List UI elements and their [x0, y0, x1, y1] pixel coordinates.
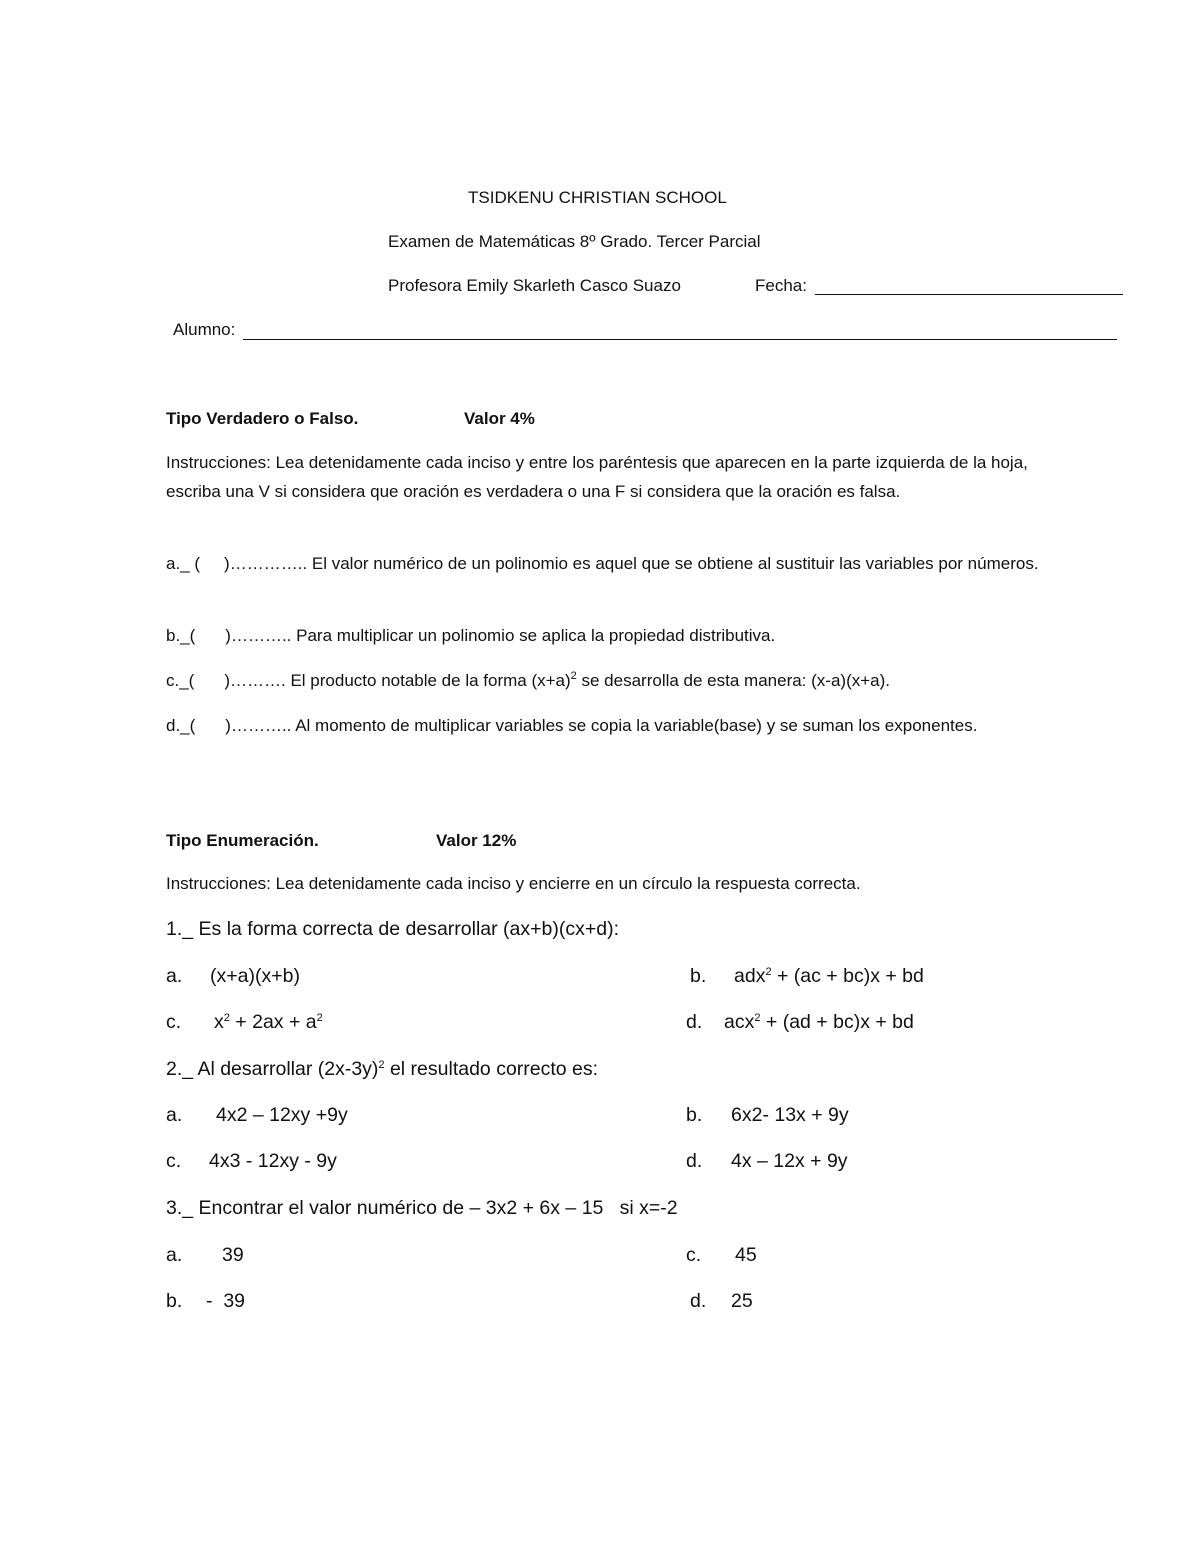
q3-option-a-label: a.	[166, 1244, 183, 1266]
section1-value: Valor 4%	[464, 409, 535, 428]
tf-item-d-text: Al momento de multiplicar variables se copia la variable(base) y se suman los exponentes.	[295, 716, 978, 735]
q3-question: 3._ Encontrar el valor numérico de – 3x2 + 6x – 15 si x=-2	[166, 1197, 678, 1219]
q3-option-d: 25	[731, 1290, 753, 1312]
q1-option-d	[724, 1011, 914, 1034]
q1-option-c-mid: + 2ax + a	[229, 1011, 317, 1033]
student-blank-line	[243, 339, 1117, 340]
q2-question	[166, 1058, 598, 1081]
q1-question: 1._ Es la forma correcta de desarrollar (ax+b)(cx+d):	[166, 918, 620, 940]
tf-item-b-close: )………..	[225, 626, 292, 645]
tf-item-c-text: El producto notable de la forma (x+a)	[290, 671, 571, 690]
q2-question-post: el resultado correcto es:	[384, 1058, 599, 1080]
tf-item-c-text-after: se desarrolla de esta manera: (x-a)(x+a).	[576, 671, 890, 690]
date-label: Fecha:	[755, 276, 807, 295]
tf-item-a-close: )…………..	[224, 554, 308, 573]
tf-item-c	[166, 667, 1046, 696]
q2-option-d-label: d.	[686, 1150, 703, 1172]
teacher-name: Profesora Emily Skarleth Casco Suazo	[388, 276, 681, 295]
q3-option-a: 39	[222, 1244, 244, 1266]
q1-option-b-exponent: 2	[765, 966, 772, 978]
q1-option-a-label: a.	[166, 965, 183, 987]
tf-item-a-prefix: a._ (	[166, 554, 201, 573]
tf-item-d-prefix: d._(	[166, 716, 196, 735]
section2-value: Valor 12%	[436, 831, 517, 850]
q2-option-d: 4x – 12x + 9y	[731, 1150, 848, 1172]
q1-option-b-pre: adx	[734, 965, 766, 987]
q1-option-d-pre: acx	[724, 1011, 755, 1033]
q2-option-a: 4x2 – 12xy +9y	[216, 1104, 348, 1126]
section2-title: Tipo Enumeración.	[166, 831, 319, 850]
tf-item-c-prefix: c._(	[166, 671, 195, 690]
tf-item-c-close: )……….	[224, 671, 286, 690]
tf-item-d-close: )………..	[225, 716, 292, 735]
tf-item-b-prefix: b._(	[166, 626, 196, 645]
q1-option-c	[214, 1011, 323, 1034]
q3-option-b-label: b.	[166, 1290, 183, 1312]
q1-option-c-label: c.	[166, 1011, 182, 1033]
q2-option-b: 6x2- 13x + 9y	[731, 1104, 849, 1126]
q2-option-a-label: a.	[166, 1104, 183, 1126]
section1-instructions: Instrucciones: Lea detenidamente cada inciso y entre los paréntesis que aparecen en la parte izquierda de la hoja, escriba una V si considera que oración es verdadera o una F si considera que la oración es falsa.	[166, 453, 1028, 501]
q1-option-c-exponent-1: 2	[223, 1012, 230, 1024]
q3-option-b: - 39	[206, 1290, 246, 1312]
q2-question-exponent: 2	[378, 1059, 385, 1071]
school-name: TSIDKENU CHRISTIAN SCHOOL	[468, 188, 727, 207]
q1-option-a: (x+a)(x+b)	[210, 965, 300, 987]
date-blank-line	[815, 294, 1123, 295]
tf-item-b-text: Para multiplicar un polinomio se aplica la propiedad distributiva.	[296, 626, 776, 645]
q1-option-b-label: b.	[690, 965, 707, 987]
q1-option-d-exponent: 2	[754, 1012, 761, 1024]
section2-instructions: Instrucciones: Lea detenidamente cada inciso y encierre en un círculo la respuesta correcta.	[166, 874, 861, 893]
q1-option-c-pre: x	[214, 1011, 224, 1033]
q2-question-pre: 2._ Al desarrollar (2x-3y)	[166, 1058, 379, 1080]
section1-title: Tipo Verdadero o Falso.	[166, 409, 359, 428]
q3-option-c: 45	[735, 1244, 757, 1266]
q1-option-b	[734, 965, 924, 988]
tf-item-d	[166, 712, 1046, 741]
q3-option-c-label: c.	[686, 1244, 702, 1266]
q2-option-c: 4x3 - 12xy - 9y	[209, 1150, 337, 1172]
tf-item-a-text: El valor numérico de un polinomio es aquel que se obtiene al sustituir las variables por números.	[311, 554, 1039, 573]
student-label: Alumno:	[173, 320, 236, 339]
q1-option-d-label: d.	[686, 1011, 703, 1033]
q2-option-b-label: b.	[686, 1104, 703, 1126]
q1-option-d-post: + (ad + bc)x + bd	[760, 1011, 914, 1033]
tf-item-b	[166, 622, 1046, 651]
q1-option-b-post: + (ac + bc)x + bd	[771, 965, 924, 987]
tf-item-c-exponent: 2	[570, 670, 577, 682]
q2-option-c-label: c.	[166, 1150, 182, 1172]
tf-item-a	[166, 550, 1046, 579]
q3-option-d-label: d.	[690, 1290, 707, 1312]
exam-title: Examen de Matemáticas 8º Grado. Tercer Parcial	[388, 232, 761, 251]
q1-option-c-exponent-2: 2	[316, 1012, 323, 1024]
